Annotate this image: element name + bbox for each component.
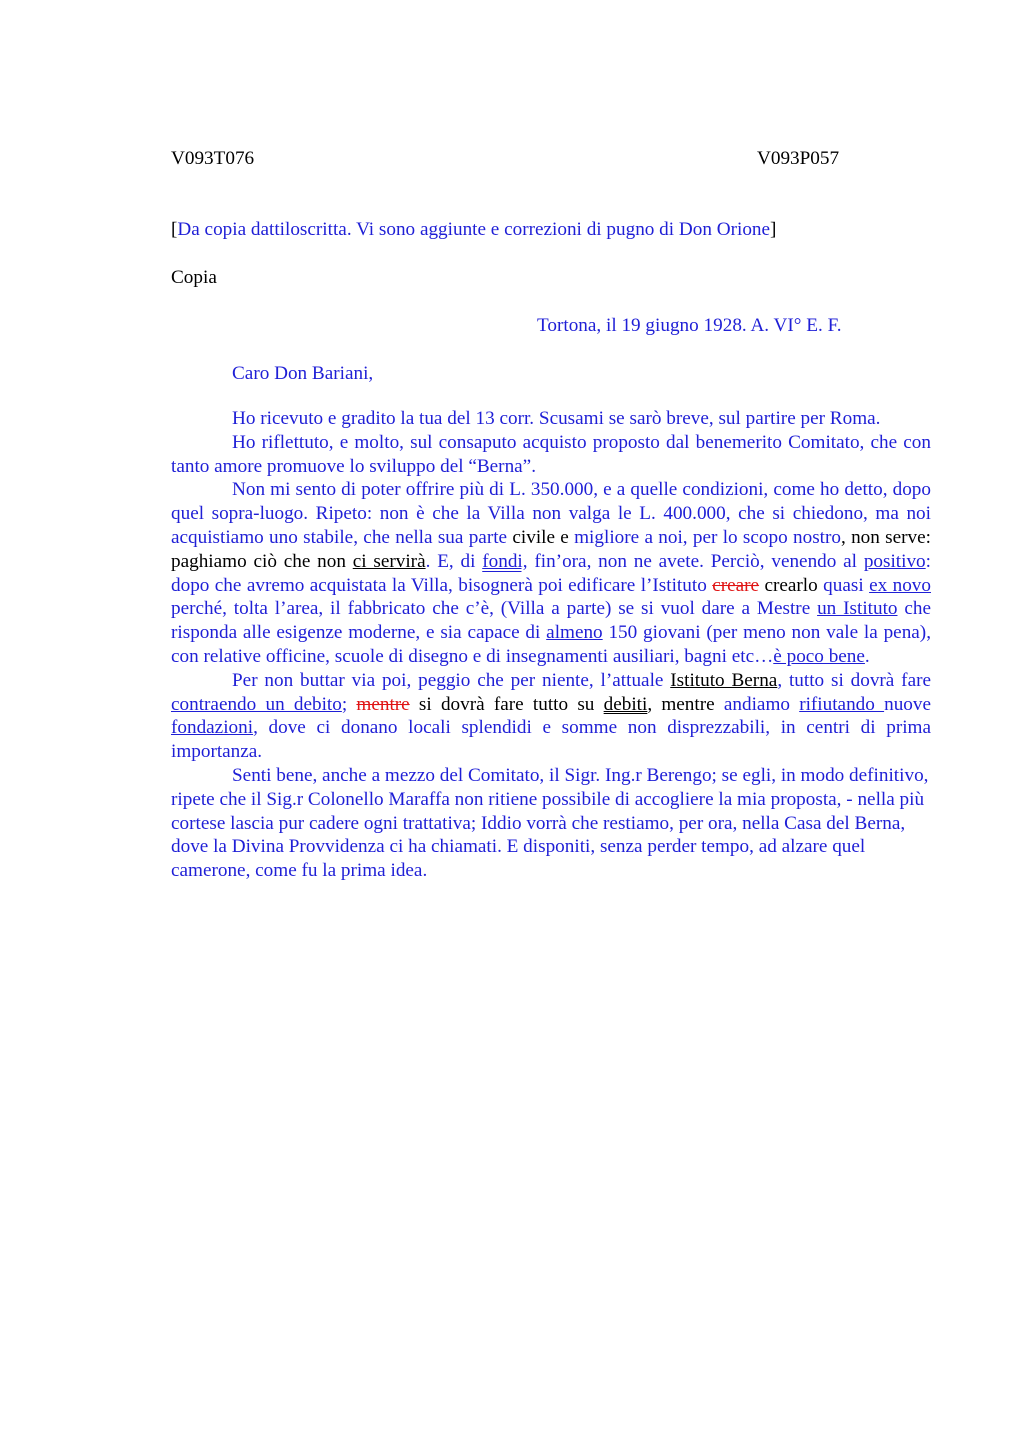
p4-segment: nuove bbox=[884, 693, 931, 715]
p3-underlined-segment: un Istituto bbox=[817, 598, 898, 620]
p3-deleted-word: creare bbox=[712, 574, 760, 596]
editorial-note bbox=[171, 218, 776, 242]
p3-typed-segment: crearlo bbox=[759, 574, 818, 596]
p4-underlined-typed-segment: Istituto Berna bbox=[670, 669, 778, 691]
p2-text: Ho riflettuto, e molto, sul consaputo acquisto proposto dal benemerito Comitato, che con tanto amore promuove lo sviluppo del “Berna”. bbox=[171, 431, 931, 477]
note-text: Da copia dattiloscritta. Vi sono aggiunte e correzioni di pugno di Don Orione bbox=[177, 219, 771, 240]
right-document-code: V093P057 bbox=[757, 148, 840, 169]
p4-double-underlined-typed-segment: debiti bbox=[603, 693, 648, 715]
p4-underlined-segment: contraendo un debito bbox=[171, 693, 342, 715]
p3-underlined-segment: è poco bene bbox=[773, 645, 865, 667]
p4-deleted-word: mentre bbox=[356, 693, 410, 715]
note-close-bracket: ] bbox=[770, 219, 777, 240]
p5-text: Senti bene, anche a mezzo del Comitato, il Sigr. Ing.r Berengo; se egli, in modo definitivo, ripete che il Sig.r Colonello Maraffa non ritiene possibile di accogliere la mia proposta, - nella più cortese lascia pur cadere ogni trattativa; Iddio vorrà che restiamo, per ora, nella Casa del Berna, dove la Divina Provvidenza ci ha chiamati. E disponiti, senza perder tempo, ad alzare quel camerone, come fu la prima idea. bbox=[171, 764, 929, 882]
letter-body bbox=[171, 407, 931, 883]
p4-segment: , tutto si dovrà fare bbox=[777, 669, 931, 691]
p4-underlined-segment: rifiutando bbox=[799, 693, 885, 715]
p3-double-underlined-segment: fondi, bbox=[482, 550, 528, 572]
p3-underlined-segment: ex novo bbox=[869, 574, 931, 596]
p3-segment: migliore a noi, per lo scopo nostro bbox=[568, 526, 841, 548]
p4-typed-segment: , mentre bbox=[647, 693, 715, 715]
p3-typed-segment: , non serve: paghiamo ciò che non bbox=[171, 526, 931, 572]
p4-typed-segment: si dovrà fare tutto su bbox=[409, 693, 604, 715]
p3-segment: 150 giovani (per meno non vale la pena), con relative officine, scuole di disegno e di insegnamenti ausiliari, bagni etc… bbox=[171, 622, 931, 667]
p3-segment: perché, tolta l’area, il fabbricato che c’è, (Villa a parte) se si vuol dare a Mestre bbox=[171, 598, 818, 620]
salutation: Caro Don Bariani, bbox=[232, 363, 374, 384]
left-document-code: V093T076 bbox=[171, 148, 255, 169]
p4-segment: Per non buttar via poi, peggio che per niente, l’attuale bbox=[232, 669, 671, 691]
p3-segment: che risponda alle esigenze moderne, e sia capace di bbox=[171, 598, 931, 644]
p4-segment: ; bbox=[341, 693, 357, 715]
dateline: Tortona, il 19 giugno 1928. A. VI° E. F. bbox=[537, 315, 842, 336]
p3-underlined-segment: almeno bbox=[546, 622, 603, 644]
p3-segment: Non mi sento di poter offrire più di L. 350.000, e a quelle condizioni, come ho detto, dopo quel sopra-luogo. Ripeto: non è che la Villa non valga le L. 400.000, che si chiedono, ma noi acquistiamo uno stabile, che nella sua parte bbox=[171, 479, 931, 548]
p3-typed-segment: civile e bbox=[512, 526, 569, 548]
p1-text: Ho ricevuto e gradito la tua del 13 corr. Scusami se sarò breve, sul partire per Roma. bbox=[232, 408, 881, 429]
paragraph-5 bbox=[171, 764, 931, 883]
p3-segment: fin’ora, non ne avete. Perciò, venendo al bbox=[527, 550, 864, 572]
note-open-bracket: [ bbox=[171, 219, 178, 240]
paragraph-2 bbox=[171, 431, 931, 479]
p3-segment: . bbox=[864, 645, 870, 667]
paragraph-3 bbox=[171, 478, 931, 668]
p4-segment: andiamo bbox=[714, 693, 800, 715]
p3-segment: quasi bbox=[817, 574, 870, 596]
paragraph-1 bbox=[171, 407, 931, 431]
p3-segment: . E, di bbox=[425, 550, 483, 572]
p4-segment: , dove ci donano locali splendidi e somme non disprezzabili, in centri di prima importanza. bbox=[171, 717, 931, 763]
p3-segment: : dopo che avremo acquistata la Villa, bisognerà poi edificare l’Istituto bbox=[171, 550, 931, 596]
p3-underlined-segment: positivo bbox=[863, 550, 926, 572]
paragraph-4 bbox=[171, 669, 931, 764]
p3-underlined-typed-segment: ci servirà bbox=[352, 550, 426, 572]
p4-underlined-segment: fondazioni bbox=[171, 717, 254, 739]
copy-label: Copia bbox=[171, 267, 217, 288]
